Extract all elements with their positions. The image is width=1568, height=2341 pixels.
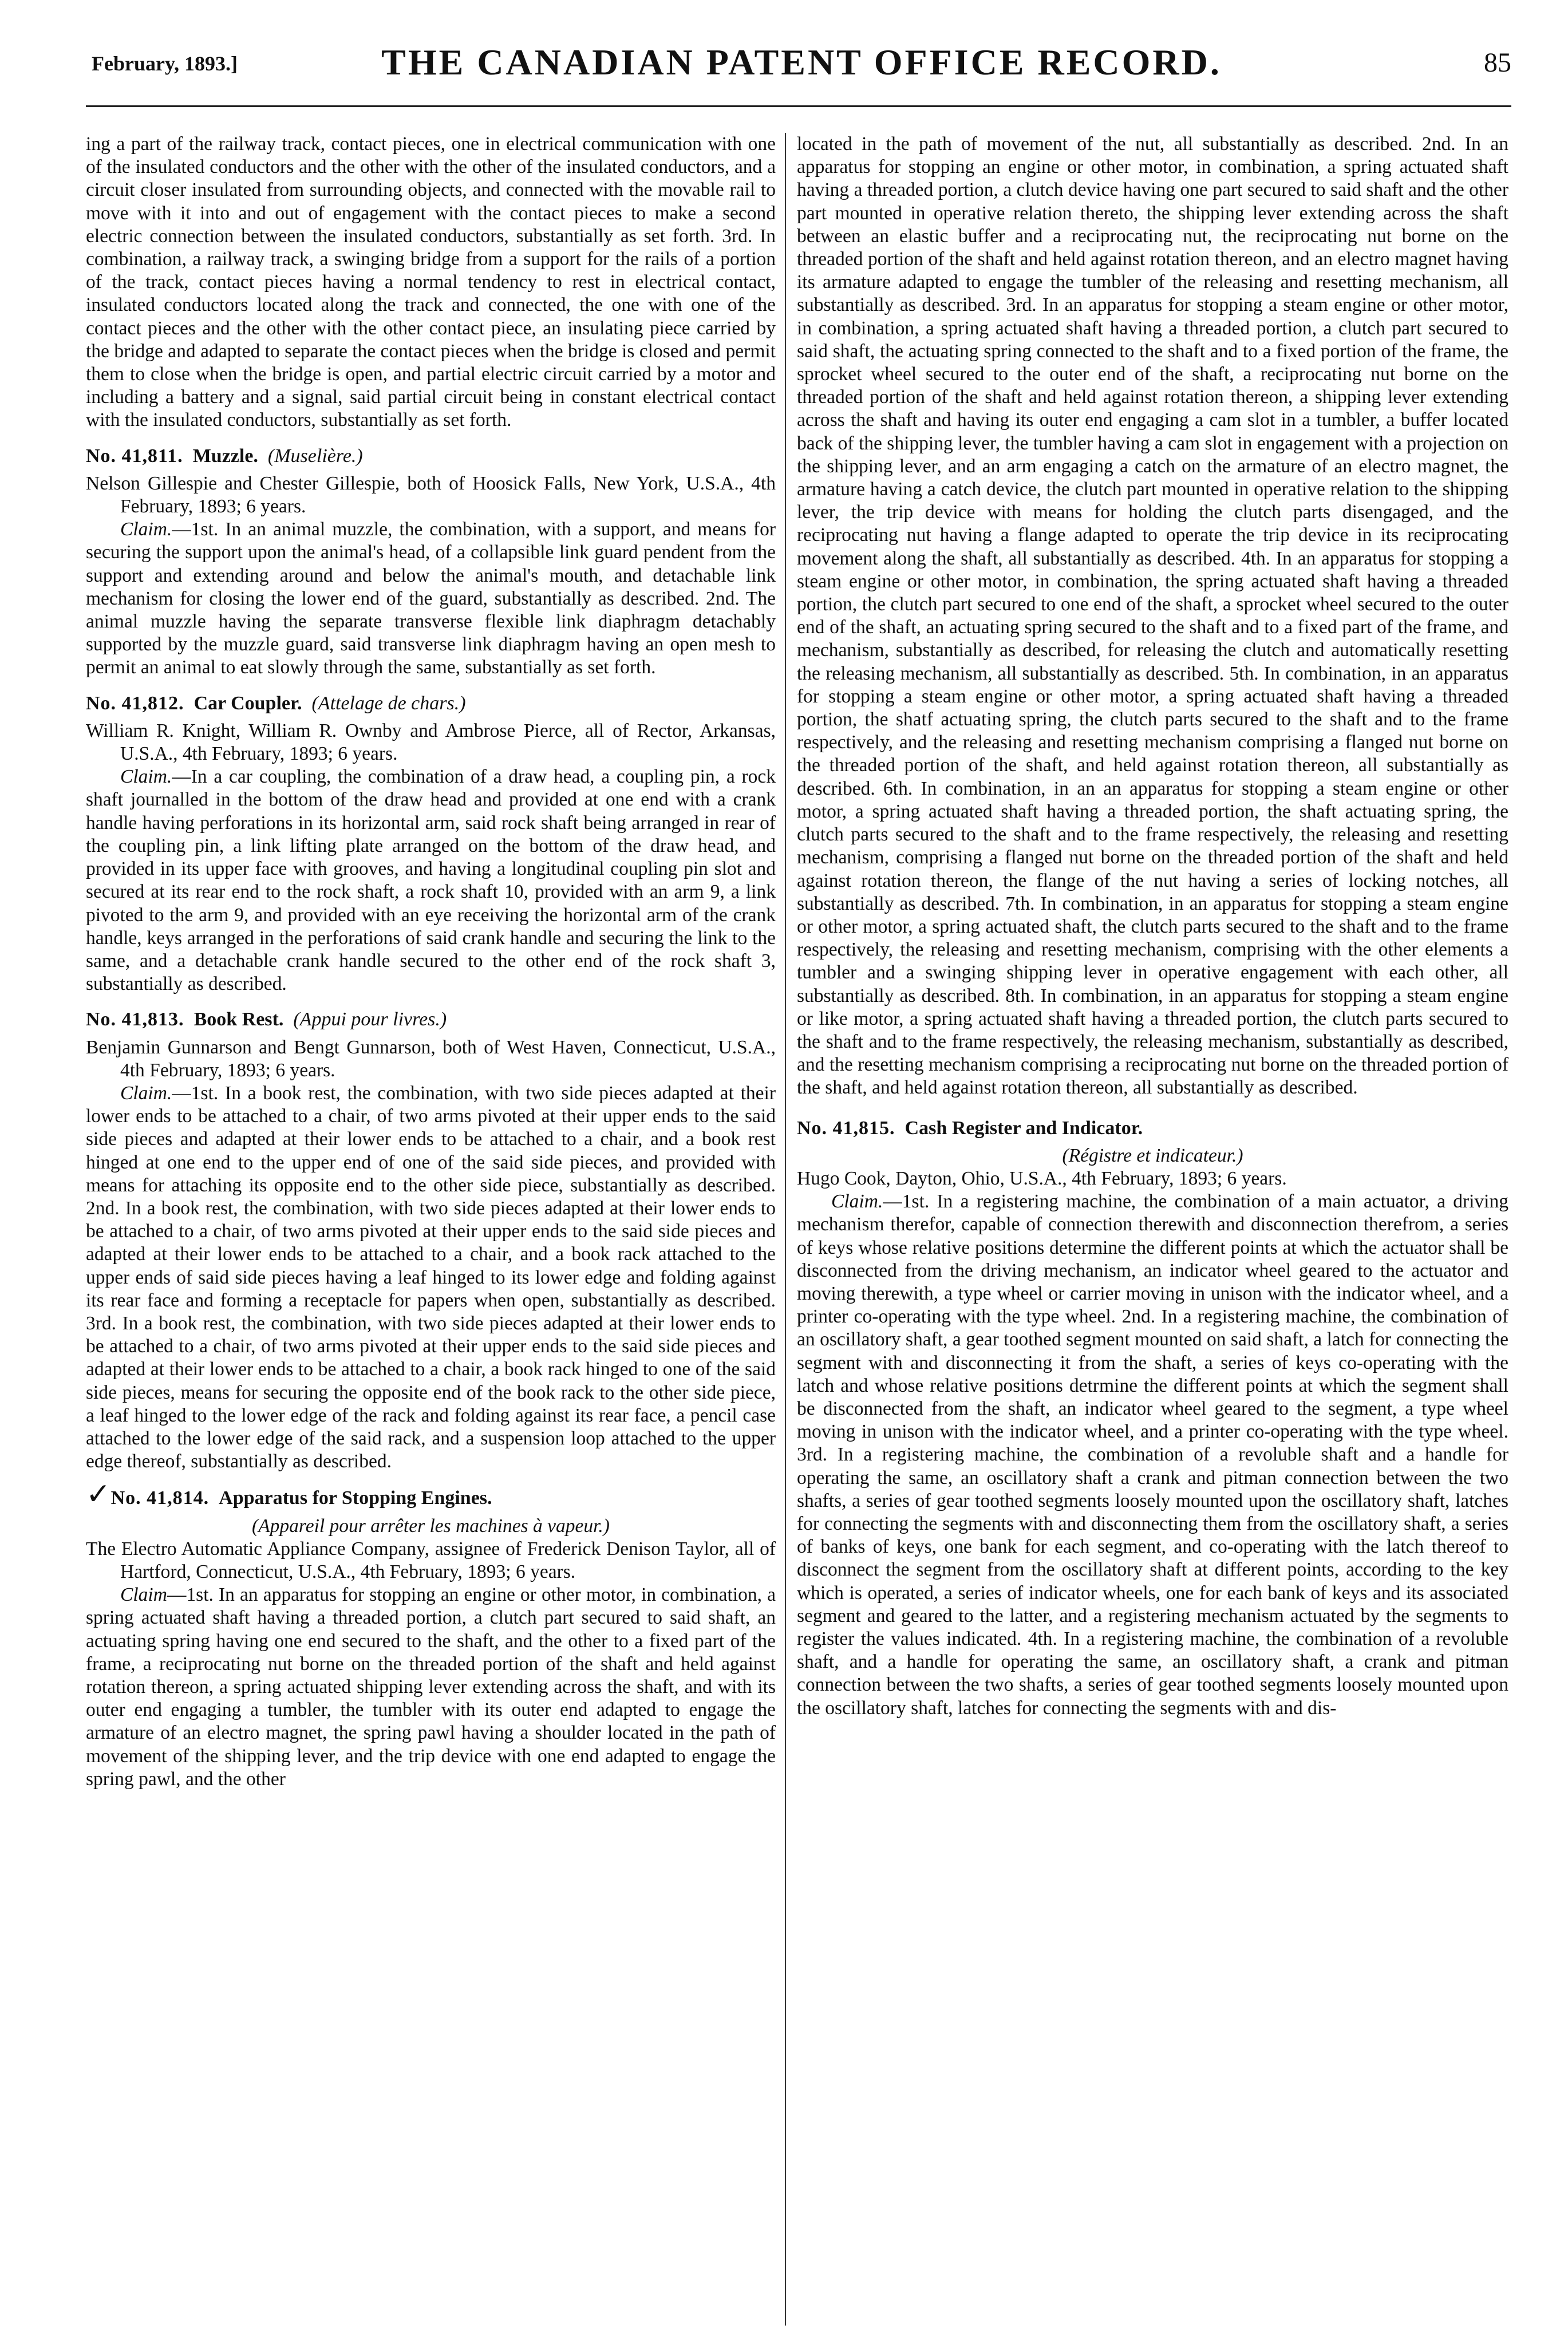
patent-entry-41814 xyxy=(86,1477,776,1791)
publication-title: THE CANADIAN PATENT OFFICE RECORD. xyxy=(381,42,1222,82)
claim-label: Claim. xyxy=(120,766,172,788)
patent-subject: Apparatus for Stopping Engines. xyxy=(219,1487,492,1509)
claim-text: —1st. In an animal muzzle, the combination, with a support, and means for securing the support upon the animal's head, of a collapsible link guard pendent from the support and extending around and below the animal's mouth, and detachable link mechanism for closing the lower end of the guard, substantially as described. 2nd. The animal muzzle having the separate transverse flexible link diaphragm detachably supported by the muzzle guard, said transverse link diaphragm having an open mesh to permit an animal to eat slowly through the same, substantially as set forth. xyxy=(86,519,776,678)
patent-claim xyxy=(86,1584,776,1791)
patent-number: No. 41,812. xyxy=(86,692,184,714)
patent-parties: Benjamin Gunnarson and Bengt Gunnarson, both of West Haven, Connecticut, U.S.A., 4th February, 1893; 6 years. xyxy=(86,1036,776,1081)
patent-french-title: (Appareil pour arrêter les machines à vapeur.) xyxy=(252,1515,610,1537)
patent-french-title: (Appui pour livres.) xyxy=(293,1009,447,1031)
entry-heading xyxy=(86,1008,776,1031)
patent-number: No. 41,813. xyxy=(86,1009,184,1031)
right-column xyxy=(797,133,1508,2320)
patent-entry-41811 xyxy=(86,445,776,680)
patent-parties: The Electro Automatic Appliance Company, assignee of Frederick Denison Taylor, all of Hartford, Connecticut, U.S.A., 4th February, 1893; 6 years. xyxy=(86,1538,776,1582)
patent-entry-41812 xyxy=(86,692,776,996)
entry-heading xyxy=(86,1477,776,1512)
claim-text: —1st. In an apparatus for stopping an engine or other motor, in combination, a spring actuated shaft having a threaded portion, a clutch part secured to said shaft, an actuating spring having one end secured to the shaft, and the other to a fixed part of the frame, a reciprocating nut borne on the threaded portion of the shaft and held against rotation thereon, a spring actuated shipping lever extending across the shaft, and with its outer end engaging a tumbler, the tumbler with its outer end adapted to engage the armature of an electro magnet, the spring pawl having a shoulder located in the path of movement of the shipping lever, and the trip device with one end adapted to engage the spring pawl, and the other xyxy=(86,1584,776,1790)
handwritten-check-mark: ✓ xyxy=(86,1477,111,1512)
claim-text: —In a car coupling, the combination of a draw head, a coupling pin, a rock shaft journalled in the bottom of the draw head and provided at one end with a crank handle having perforations in its horizontal arm, said rock shaft being arranged in rear of the coupling pin, a link lifting plate arranged on the bottom of the draw head, and provided in its upper face with grooves, and having a longitudinal coupling pin slot and secured at its rear end to the rock shaft, a rock shaft 10, provided with an arm 9, a link pivoted to the arm 9, and provided with an eye receiving the horizontal arm of the crank handle, keys arranged in the perforations of said crank handle and securing the link to the same, and a detachable crank handle secured to the other end of the rock shaft 3, substantially as described. xyxy=(86,766,776,995)
page-header xyxy=(92,41,1511,87)
patent-subject: Muzzle. xyxy=(192,445,258,467)
patent-french-title: (Attelage de chars.) xyxy=(311,692,466,714)
patent-entry-41813 xyxy=(86,1008,776,1473)
continued-claim-text: ing a part of the railway track, contact pieces, one in electrical communication with one of the insulated conductors and the other with the other of the insulated conductors, and a circuit closer insulated from surrounding objects, and connected with the movable rail to move with it into and out of engagement with the contact pieces to make a second electric connection between the insulated conductors, substantially as set forth. 3rd. In combination, a railway track, a swinging bridge from a support for the rails of a portion of the track, contact pieces having a normal tendency to rest in electrical contact, insulated conductors located along the track and connected, the one with one of the contact pieces and the other with the other contact piece, an insulating piece carried by the bridge and adapted to separate the contact pieces when the bridge is closed and permit them to close when the bridge is open, and partial electric circuit carried by a motor and including a battery and a signal, said partial circuit being in constant electrical contact with the insulated conductors, substantially as set forth. xyxy=(86,133,776,431)
patent-french-title: (Muselière.) xyxy=(267,445,363,467)
patent-number: No. 41,815. xyxy=(797,1117,895,1139)
entry-heading xyxy=(86,445,776,468)
patent-subject: Cash Register and Indicator. xyxy=(905,1117,1143,1139)
patent-claim xyxy=(86,1082,776,1473)
claim-text: —1st. In a registering machine, the combination of a main actuator, a driving mechanism therefor, capable of connection therewith and disconnection therefrom, a series of keys whose relative positions determine the different points at which the actuator shall be disconnected from the driving mechanism, an indicator wheel geared to the actuator and moving therewith, a type wheel or carrier moving in unison with the indicator wheel, and a printer co-operating with the type wheel. 2nd. In a registering machine, the combination of an oscillatory shaft, a gear toothed segment mounted on said shaft, a latch for connecting the segment with and disconnecting it from the shaft, a series of keys co-operating with the latch and whose relative positions detrmine the different points at which the segment shall be disconnected from the shaft, an indicator wheel geared to the segment, a type wheel moving in unison with the indicator wheel, and a printer co-operating with the type wheel. 3rd. In a registering machine, the combination of a revoluble shaft and a handle for operating the same, an oscillatory shaft a crank and pitman connection between the two shafts, a series of gear toothed segments loosely mounted upon the oscillatory shaft, latches for connecting the segments with and disconnecting them from the oscillatory shaft, a series of banks of keys, one bank for each segment, and co-operating with the latch thereof to disconnect the segment from the oscillatory shaft at different points, according to the key which is operated, a series of indicator wheels, one for each bank of keys and its associated segment and geared to the latter, and a registering mechanism actuated by the segments to register the values indicated. 4th. In a registering machine, the combination of a revoluble shaft, and a handle for operating the same, an oscillatory shaft, a crank and pitman connection between the two shafts, a series of gear toothed segments loosely mounted upon the oscillatory shaft, latches for connecting the segments with and dis- xyxy=(797,1191,1508,1719)
patent-parties: William R. Knight, William R. Ownby and Ambrose Pierce, all of Rector, Arkansas, U.S.A., 4th February, 1893; 6 years. xyxy=(86,720,776,765)
page-number: 85 xyxy=(1484,48,1511,78)
patent-french-title: (Régistre et indicateur.) xyxy=(1062,1144,1243,1166)
claim-label: Claim xyxy=(120,1584,167,1606)
entry-heading xyxy=(797,1117,1508,1140)
header-rule xyxy=(86,105,1511,107)
left-column xyxy=(86,133,776,2320)
patent-number: No. 41,814. xyxy=(110,1487,210,1509)
entry-heading xyxy=(86,692,776,715)
patent-entry-41815 xyxy=(797,1117,1508,1720)
column-divider xyxy=(785,133,786,2326)
claim-label: Claim. xyxy=(120,519,172,540)
patent-number: No. 41,811. xyxy=(86,445,183,467)
patent-claim xyxy=(797,1190,1508,1720)
claim-label: Claim. xyxy=(120,1082,172,1104)
patent-parties: Hugo Cook, Dayton, Ohio, U.S.A., 4th February, 1893; 6 years. xyxy=(797,1167,1287,1189)
claim-text: —1st. In a book rest, the combination, with two side pieces adapted at their lower ends to be attached to a chair, of two arms pivoted at their upper ends to the said side pieces and adapted at their lower ends to be attached to a chair, and a book rest hinged at one end to the upper end of one of the said side pieces, and provided with means for attaching its opposite end to the other side piece, substantially as described. 2nd. In a book rest, the combination, with two side pieces adapted at their lower ends to be attached to a chair, of two arms pivoted at their upper ends to the said side pieces and adapted at their lower ends to be attached to a chair, and a book rack attached to the upper ends of said side pieces having a leaf hinged to its lower edge and folding against its rear face and forming a receptacle for papers when open, substantially as described. 3rd. In a book rest, the combination, with two side pieces adapted at their lower ends to be attached to a chair, of two arms pivoted at their upper ends to the said side pieces and adapted at their lower ends to be attached to a chair, a book rack hinged to one of the said side pieces, means for securing the opposite end of the book rack to the other side piece, a leaf hinged to the lower edge of the rack and folding against its rear face, a pencil case attached to the lower edge of the said rack, and a suspension loop attached to the upper edge thereof, substantially as described. xyxy=(86,1082,776,1472)
patent-parties: Nelson Gillespie and Chester Gillespie, both of Hoosick Falls, New York, U.S.A., 4th February, 1893; 6 years. xyxy=(86,472,776,518)
issue-date: February, 1893.] xyxy=(92,52,238,75)
continued-claim-text: located in the path of movement of the nut, all substantially as described. 2nd. In an apparatus for stopping an engine or other motor, in combination, a spring actuated shaft having a threaded portion, a clutch device having one part secured to said shaft and the other part mounted in operative relation thereto, the shipping lever extending across the shaft between an elastic buffer and a reciprocating nut, the reciprocating nut borne on the threaded portion of the shaft and held against rotation thereon, and an electro magnet having its armature adapted to engage the tumbler of the releasing and resetting mechanism, all substantially as described. 3rd. In an apparatus for stopping a steam engine or other motor, in combination, a spring actuated shaft having a threaded portion, a clutch part secured to said shaft, the actuating spring connected to the shaft and to a fixed portion of the frame, the sprocket wheel secured to the outer end of the shaft, a reciprocating nut borne on the threaded portion of the shaft and held against rotation thereon, a shipping lever extending across the shaft and having its outer end engaging a cam slot in a tumbler, a buffer located back of the shipping lever, the tumbler having a cam slot in engagement with a projection on the shipping lever, and an arm engaging a catch on the armature of an electro magnet, the armature having a catch device, the clutch part mounted in operative relation to the shipping lever, the trip device with means for holding the clutch parts disengaged, and the reciprocating nut having a flange adapted to operate the trip device in its reciprocating movement along the shaft, all substantially as described. 4th. In an apparatus for stopping a steam engine or other motor, in combination, the spring actuated shaft having a threaded portion, the clutch part secured to one end of the shaft, a sprocket wheel secured to the outer end of the shaft, an actuating spring secured to the shaft and to a fixed part of the frame, and mechanism, substantially as described, for releasing the clutch and automatically resetting the releasing mechanism, all substantially as described. 5th. In combination, in an apparatus for stopping a steam engine or other motor, a spring actuated shaft having a threaded portion, the shatf actuating spring, the clutch parts secured to the shaft and to the frame respectively, and the releasing and resetting mechanism comprising a flanged nut borne on the threaded portion of the shaft, and held against rotation thereon, all substantially as described. 6th. In combination, in an an apparatus for stopping a steam engine or other motor, a spring actuated shaft having a threaded portion, the shaft actuating spring, the clutch parts secured to the shaft and to the frame respectively, the releasing and resetting mechanism, comprising a flanged nut borne on the threaded portion of the shaft and held against rotation thereon, the flange of the nut having a series of locking notches, all substantially as described. 7th. In combination, in an apparatus for stopping a steam engine or other motor, a spring actuated shaft, the clutch parts secured to the shaft and to the frame respectively, the releasing and resetting mechanism, comprising with the other elements a tumbler and a swinging shipping lever in operative engagement with each other, all substantially as described. 8th. In combination, in an apparatus for stopping a steam engine or like motor, a spring actuated shaft having a threaded portion, the clutch parts secured to the shaft and to the frame respectively, the releasing mechanism, substantially as described, and the resetting mechanism comprising a reciprocating nut borne on the threaded portion of the shaft, and held against rotation thereon, all substantially as described. xyxy=(797,133,1508,1099)
claim-label: Claim. xyxy=(831,1191,883,1213)
patent-claim xyxy=(86,765,776,996)
patent-claim xyxy=(86,518,776,679)
patent-subject: Book Rest. xyxy=(193,1009,284,1031)
patent-subject: Car Coupler. xyxy=(193,692,302,714)
